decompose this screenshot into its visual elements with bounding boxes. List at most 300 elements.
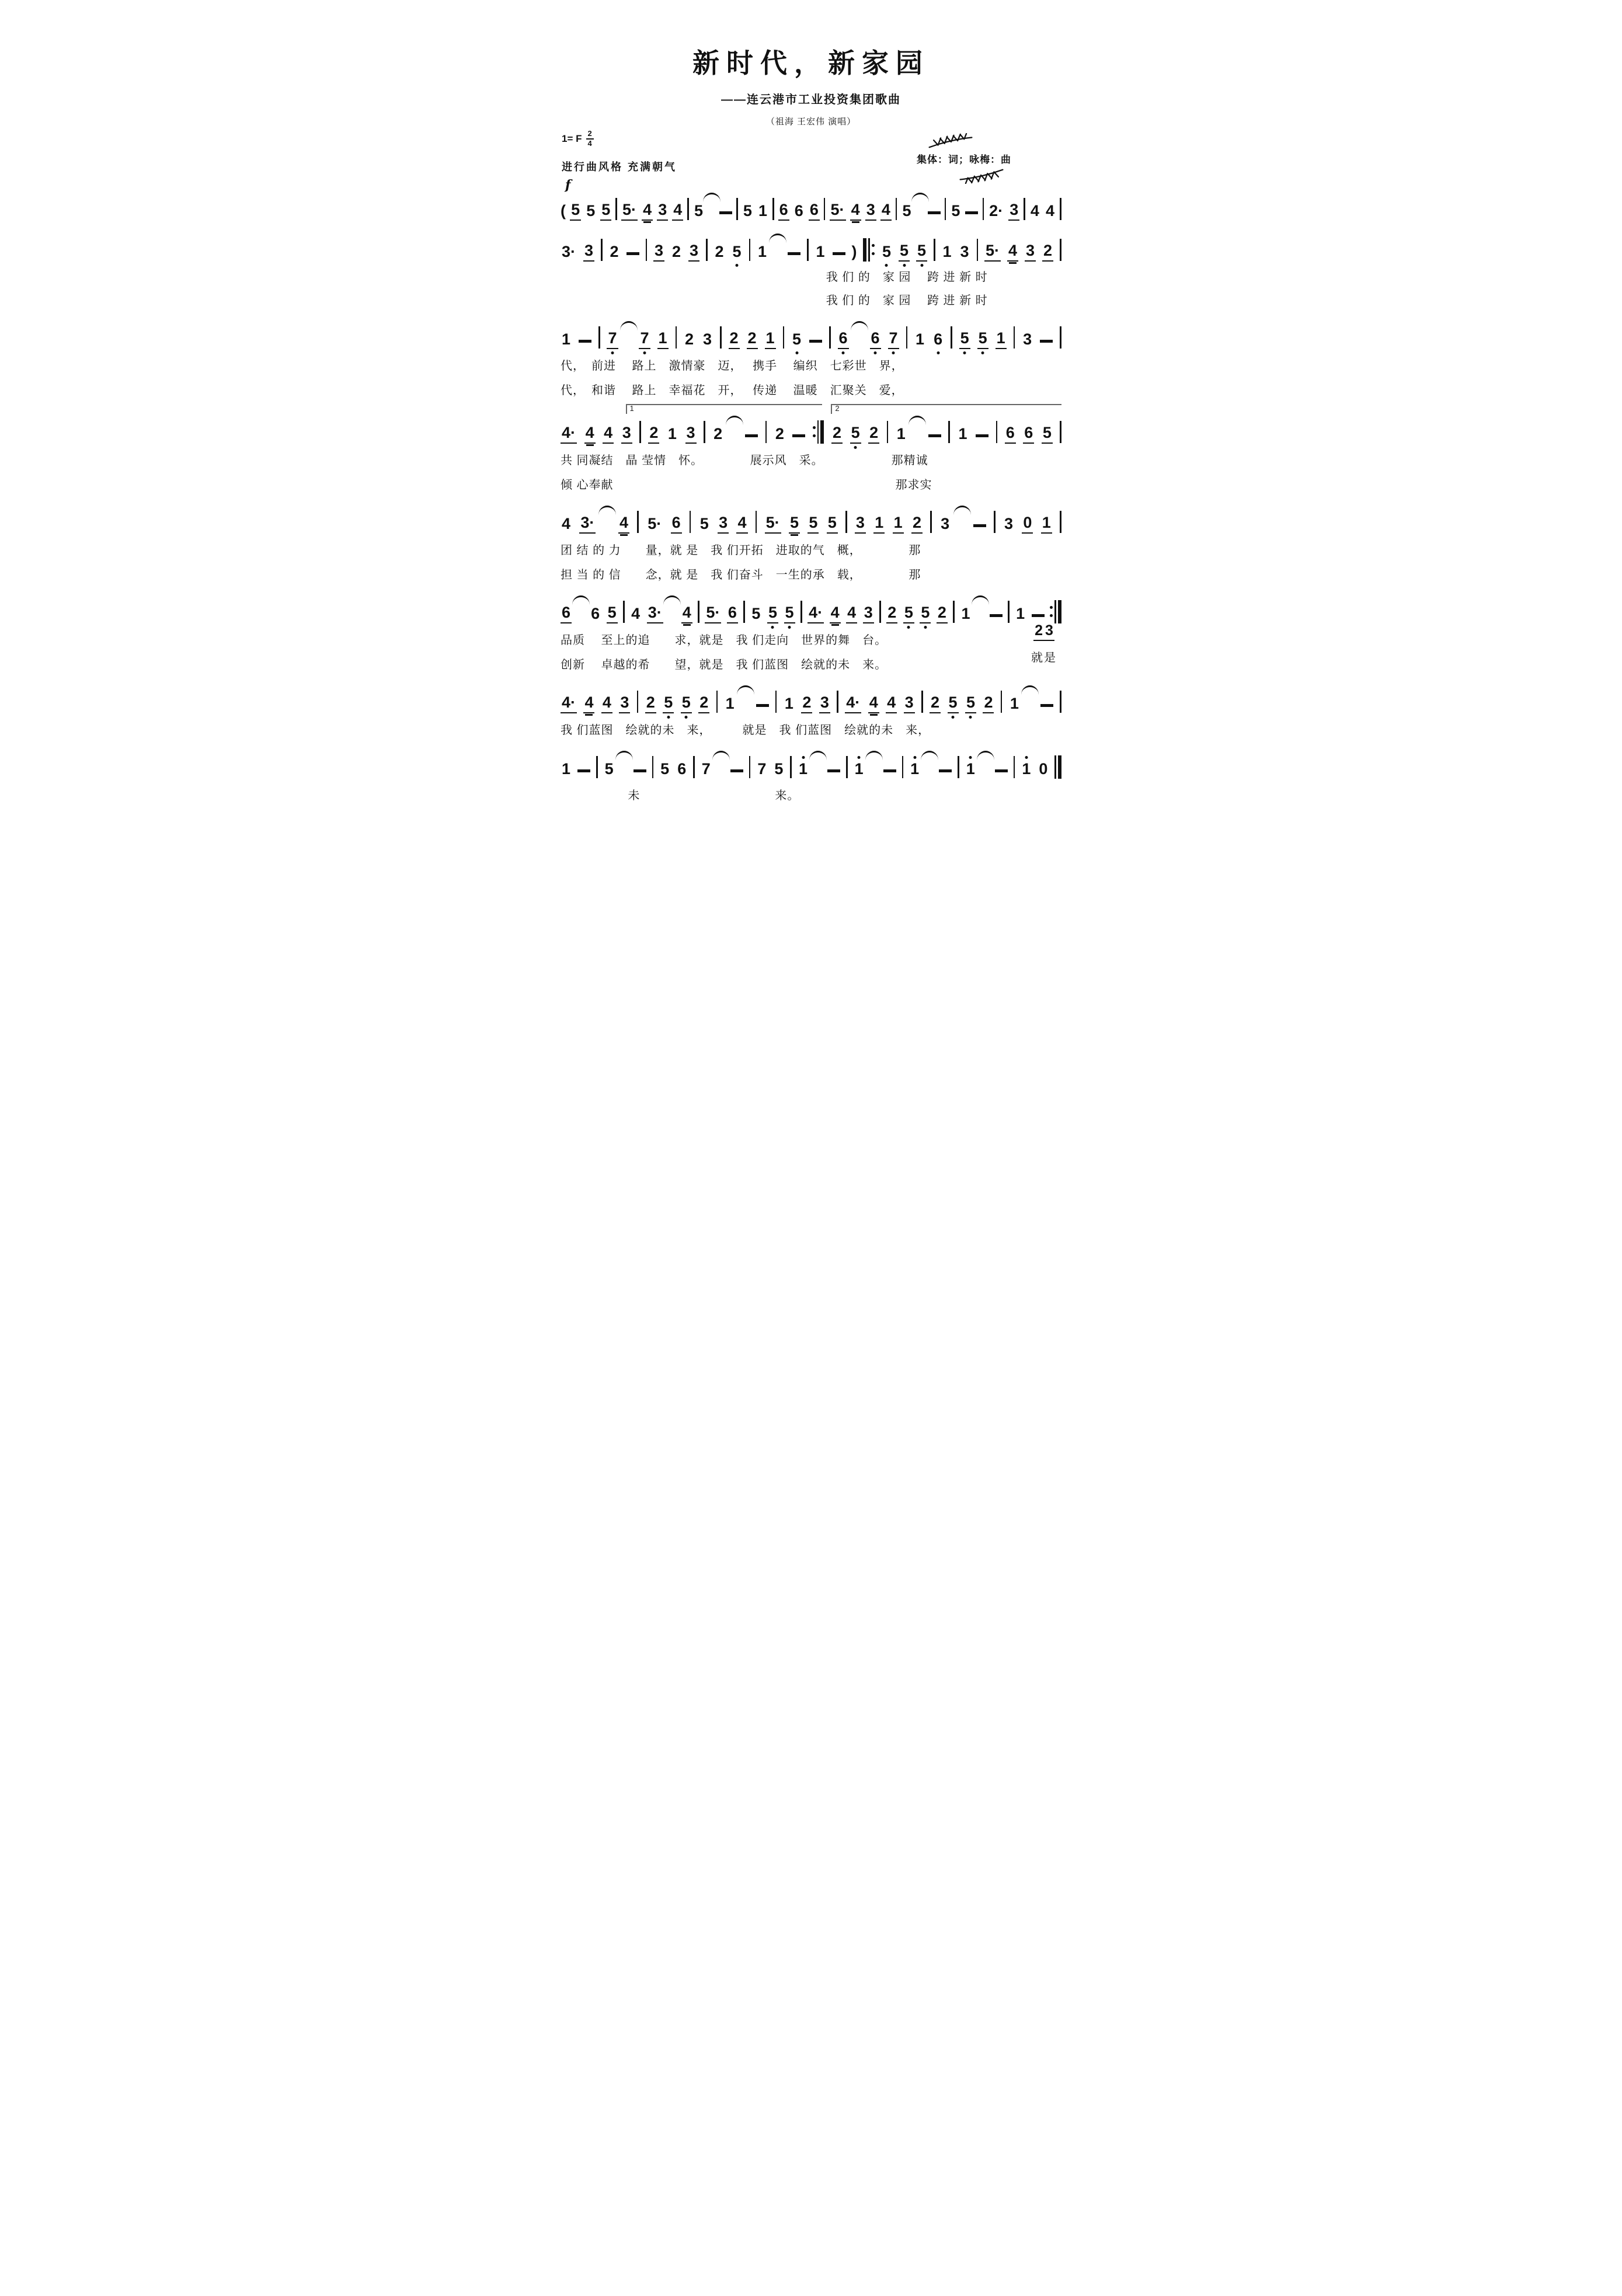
barline: [951, 326, 952, 349]
octave-dot-low: [667, 716, 670, 719]
note: 3: [960, 242, 969, 260]
note: 1: [816, 242, 825, 260]
barline: [837, 691, 838, 713]
note: 6: [1005, 425, 1016, 444]
note: 5: [850, 425, 861, 444]
notes-line: [561, 595, 1061, 623]
note: 5·: [648, 514, 662, 532]
performers-line: （祖海 王宏伟 演唱）: [765, 117, 857, 127]
note: 3: [1008, 202, 1019, 221]
note: 5: [965, 695, 976, 713]
thin-bar: [868, 238, 870, 262]
duration-dash: [973, 524, 986, 527]
slur-tie-arc: [703, 193, 720, 202]
note: 1: [798, 761, 809, 779]
note: 5: [789, 515, 800, 534]
note: 5: [827, 515, 838, 534]
octave-dot-low: [920, 264, 923, 267]
barline: [1060, 326, 1061, 349]
notes-line: [561, 321, 1061, 349]
octave-dot-low: [788, 626, 791, 629]
lyric-line: 我 们 的 家 园 跨 进 新 时: [826, 270, 988, 284]
barline: [716, 691, 718, 713]
note: 5: [660, 759, 670, 778]
note: 4: [672, 202, 683, 221]
octave-dot-high: [969, 756, 972, 759]
note: 1: [1016, 604, 1025, 622]
note: 3: [1025, 243, 1036, 262]
note: 5: [607, 605, 618, 623]
slur-tie-arc: [977, 751, 994, 760]
note: 1: [758, 201, 767, 220]
time-signature: [586, 130, 594, 148]
music-system: [561, 751, 1061, 803]
lyric-line: 创新 卓越的希 望，就是 我 们蓝图 绘就的未 来。: [561, 658, 887, 671]
repeat-end-barline: [1050, 600, 1061, 623]
barline: [790, 756, 792, 778]
octave-dot-low: [892, 351, 895, 354]
lyric-line: 代， 前进 路上 激情豪 迈， 携手 编织 七彩世 界，: [561, 359, 904, 372]
music-system: [561, 234, 1061, 308]
duration-dash: [883, 769, 896, 772]
note: 2: [868, 425, 879, 444]
volta-label: 2: [835, 403, 840, 413]
note: 6: [778, 202, 789, 221]
repeat-dot: [1050, 606, 1053, 609]
duration-dash: [939, 769, 952, 772]
note: 7: [701, 759, 711, 778]
note: 1: [758, 242, 767, 260]
note: 4: [601, 695, 612, 713]
barline: [996, 421, 998, 443]
note: 2: [1033, 623, 1044, 641]
duration-dash: [990, 614, 1003, 617]
barline: [845, 511, 847, 533]
duration-dash: [626, 252, 639, 255]
barline: [749, 239, 751, 261]
note: 5·: [984, 243, 1001, 262]
duration-dash: [965, 211, 978, 214]
note: 2: [775, 424, 784, 443]
note: 3: [619, 695, 630, 713]
note: 5: [600, 202, 611, 221]
thick-bar: [1058, 600, 1061, 623]
note: 5: [767, 605, 778, 623]
note: 6: [809, 202, 820, 221]
note: 1: [942, 242, 952, 260]
slur-tie-arc: [953, 506, 971, 515]
lyric-line: 我 们 的 家 园 跨 进 新 时: [826, 294, 988, 307]
note: 4·: [845, 695, 861, 713]
note: 4: [584, 425, 596, 444]
volta-bracket: [831, 404, 1061, 414]
meta-left: [561, 130, 677, 191]
octave-dot-high: [913, 756, 916, 759]
octave-dot-low: [924, 626, 927, 629]
note: 2: [886, 605, 897, 623]
octave-dot-low: [907, 626, 910, 629]
note: 0: [1022, 515, 1033, 534]
barline: [598, 326, 600, 349]
notes-line: [561, 506, 1061, 534]
note: 0: [1039, 759, 1048, 778]
slur-tie-arc: [620, 321, 638, 330]
slur-tie-arc: [911, 193, 929, 202]
note: 3: [865, 202, 876, 221]
lyric-line: 未 来。: [615, 789, 800, 802]
note: 5: [681, 695, 692, 713]
duration-dash: [719, 211, 732, 214]
duration-dash: [577, 769, 590, 772]
note: 5: [732, 244, 743, 262]
song-subtitle: ——连云港市工业投资集团歌曲: [721, 93, 901, 106]
note: 3·: [562, 242, 576, 260]
volta-label: 1: [629, 403, 634, 413]
sheet-music-page: [541, 0, 1081, 839]
barline: [639, 421, 641, 443]
barline: [698, 601, 699, 623]
note: 1: [909, 761, 920, 779]
music-system: [561, 193, 1061, 221]
barline: [736, 198, 738, 220]
barline: [637, 511, 639, 533]
octave-dot-low: [842, 351, 845, 354]
octave-dot-low: [952, 716, 955, 719]
duration-dash: [1040, 704, 1053, 707]
barline: [902, 756, 904, 778]
note: 6: [677, 759, 687, 778]
octave-dot-high: [802, 756, 805, 759]
notes-line: [561, 193, 1061, 221]
note: 5: [663, 695, 674, 713]
note: 1: [996, 330, 1007, 349]
note: 2: [645, 695, 656, 713]
slur-tie-arc: [865, 751, 883, 760]
octave-dot-high: [1025, 756, 1028, 759]
duration-dash: [634, 769, 646, 772]
note: 1: [657, 330, 669, 349]
note: 4: [850, 202, 861, 221]
barline: [1060, 691, 1061, 713]
octave-dot-low: [981, 351, 984, 354]
note: 5: [791, 332, 802, 349]
duration-dash: [788, 252, 800, 255]
lyric-line: 代， 和谐 路上 幸福花 开， 传递 温暖 汇聚关 爱，: [561, 384, 904, 397]
note: 5: [902, 201, 911, 220]
note: 5: [604, 759, 614, 778]
note: 2: [937, 605, 948, 623]
note: 2: [713, 424, 723, 443]
note: 1: [958, 424, 967, 443]
duration-dash: [1040, 340, 1053, 343]
thin-bar: [1054, 755, 1056, 779]
slur-tie-arc: [712, 751, 730, 760]
note: 6: [727, 605, 738, 623]
thick-bar: [863, 238, 866, 262]
branch-ornament-icon: [957, 168, 1006, 184]
note: 7: [607, 330, 618, 349]
note: 5·: [705, 605, 721, 623]
barline: [879, 601, 881, 623]
dynamic-mark: f: [565, 177, 571, 193]
credits-block: [917, 133, 1011, 191]
barline: [690, 511, 691, 533]
note: 5·: [830, 202, 846, 221]
duration-dash: [833, 252, 845, 255]
barline: [958, 756, 959, 778]
repeat-dots: [872, 244, 875, 255]
note: 3·: [647, 605, 663, 623]
octave-dot-low: [969, 716, 972, 719]
final-barline: [1054, 755, 1061, 779]
note: 7: [888, 330, 899, 349]
music-system: [561, 595, 1061, 673]
meter-numerator: 2: [586, 130, 594, 140]
lyricist-composer-credits: 集体：词；咏梅：曲: [917, 154, 1011, 165]
repeat-end-barline: [813, 420, 824, 444]
note: 2: [685, 330, 694, 348]
note: 4: [631, 604, 641, 622]
note: 4: [1007, 243, 1018, 262]
note: 3: [621, 425, 632, 444]
slur-tie-arc: [726, 416, 743, 425]
parenthesis: (: [561, 201, 566, 220]
repeat-dot: [813, 434, 816, 437]
note: 1: [1021, 761, 1032, 779]
octave-dot-low: [611, 351, 614, 354]
barline: [983, 198, 984, 220]
octave-dot-low: [736, 264, 739, 267]
notes-line: [561, 685, 1061, 713]
barline: [1060, 239, 1061, 261]
music-system: [561, 321, 1061, 398]
note: 4: [681, 605, 692, 623]
barline: [994, 511, 996, 533]
note: 1: [725, 694, 735, 712]
note: 2: [801, 695, 812, 713]
tempo-style-text: 进行曲风格 充满朝气: [562, 161, 677, 173]
barline: [930, 511, 932, 533]
barline: [1014, 756, 1015, 778]
barline: [1060, 198, 1061, 220]
note: 3: [1004, 514, 1014, 532]
slur-tie-arc: [921, 751, 938, 760]
slur-tie-arc: [972, 595, 989, 605]
note: 5: [807, 515, 819, 534]
note: 1: [854, 761, 865, 779]
duration-dash: [928, 434, 941, 437]
note: 5: [977, 330, 988, 349]
note: 3: [1023, 330, 1032, 348]
note: 3: [718, 515, 729, 534]
note: 4: [1046, 201, 1055, 220]
barline: [1014, 326, 1015, 349]
octave-dot-low: [903, 264, 906, 267]
note: 1: [562, 330, 571, 348]
note: 1: [1010, 694, 1019, 712]
octave-dot-low: [795, 351, 798, 354]
note: 2: [1042, 243, 1053, 262]
note: 6: [671, 515, 682, 534]
barline: [772, 198, 774, 220]
barline: [1024, 198, 1025, 220]
note: 4: [830, 605, 841, 623]
note: 3: [703, 330, 712, 348]
key-signature: [562, 130, 677, 148]
note: 6: [591, 604, 600, 622]
note: 3: [583, 243, 594, 262]
note: 4: [880, 202, 892, 221]
note: 1: [893, 515, 904, 534]
barline: [756, 511, 757, 533]
slur-tie-arc: [598, 506, 616, 515]
note: 5: [903, 605, 914, 623]
barline: [1060, 421, 1061, 443]
barline: [601, 239, 603, 261]
note: 1: [961, 604, 970, 622]
song-title: 新时代，新家园: [692, 48, 930, 78]
note: 5: [774, 759, 784, 778]
note: 4: [603, 425, 614, 444]
barline: [765, 421, 767, 443]
lyric-line: 担 当 的 信 念，就 是 我 们奋斗 一生的承 载， 那: [561, 568, 921, 581]
note: 2·: [989, 201, 1004, 220]
duration-dash: [756, 704, 769, 707]
note: 2: [747, 330, 758, 349]
note: 4: [736, 515, 747, 534]
barline: [693, 756, 695, 778]
note: 1: [562, 759, 571, 778]
octave-dot-low: [854, 446, 857, 449]
octave-dot-low: [874, 351, 877, 354]
note: 5·: [621, 202, 638, 221]
note: 7: [639, 330, 650, 349]
note: 4·: [561, 695, 577, 713]
barline: [637, 691, 639, 713]
barline: [1008, 601, 1010, 623]
lyric-line: 团 结 的 力 量，就 是 我 们开拓 进取的气 概， 那: [561, 543, 921, 557]
duration-dash: [579, 340, 591, 343]
note: 4·: [561, 425, 577, 444]
pickup-lyric: 就是: [1031, 651, 1057, 664]
octave-dot-low: [771, 626, 774, 629]
barline: [945, 198, 946, 220]
note: 5: [1042, 425, 1053, 444]
note: 4: [583, 695, 594, 713]
note: 5: [899, 243, 910, 262]
pickup-notes-block: [1031, 623, 1057, 665]
barline: [749, 756, 751, 778]
octave-dot-high: [858, 756, 861, 759]
note: 4: [562, 514, 571, 532]
repeat-dot: [813, 426, 816, 429]
note: 4: [618, 515, 629, 534]
note: 1: [873, 515, 885, 534]
note: 3·: [579, 515, 596, 534]
slur-tie-arc: [663, 595, 681, 605]
note: 5: [916, 243, 927, 262]
duration-dash: [745, 434, 758, 437]
note: 3: [904, 695, 915, 713]
note: 6: [838, 330, 849, 349]
note: 6: [794, 201, 803, 220]
note: 4·: [807, 605, 824, 623]
barline: [615, 198, 617, 220]
note: 4: [642, 202, 653, 221]
barline: [720, 326, 722, 349]
note: 4: [1030, 201, 1039, 220]
repeat-begin-barline: [863, 238, 875, 262]
slur-tie-arc: [909, 416, 926, 425]
barline: [921, 691, 923, 713]
repeat-dot: [1050, 614, 1053, 617]
note: 5: [959, 330, 970, 349]
barline: [934, 239, 935, 261]
thick-bar: [1058, 755, 1061, 779]
note: 2: [610, 242, 619, 260]
note: 3: [688, 243, 699, 262]
note: 5·: [765, 515, 781, 534]
note: 5: [948, 695, 959, 713]
slur-tie-arc: [809, 751, 827, 760]
octave-dot-low: [643, 351, 646, 354]
meter-denominator: 4: [587, 138, 592, 148]
barline: [687, 198, 689, 220]
barline: [906, 326, 908, 349]
note: 5: [751, 604, 761, 622]
duration-dash: [827, 769, 840, 772]
slur-tie-arc: [1021, 685, 1039, 695]
note: 4: [868, 695, 879, 713]
note: 6: [870, 330, 881, 349]
barline: [1001, 691, 1003, 713]
note: 1: [916, 330, 925, 348]
duration-dash: [928, 211, 941, 214]
note: 2: [648, 425, 659, 444]
barline: [824, 198, 826, 220]
duration-dash: [730, 769, 743, 772]
thick-bar: [820, 420, 824, 444]
barline: [948, 421, 950, 443]
notes-line: [561, 234, 1061, 262]
note: 5: [920, 605, 931, 623]
note: 5: [951, 201, 960, 220]
barline: [743, 601, 745, 623]
note: 5: [881, 244, 892, 262]
note: 1: [1041, 515, 1052, 534]
note: 1: [965, 761, 976, 779]
tonic-label: 1= F: [562, 133, 582, 144]
note: 7: [757, 759, 767, 778]
barline: [887, 421, 889, 443]
note: 2: [672, 242, 681, 260]
note: 2: [831, 425, 843, 444]
barline: [783, 326, 785, 349]
octave-dot-low: [885, 264, 888, 267]
barline: [652, 756, 654, 778]
note: 5: [784, 605, 795, 623]
note: 1: [765, 330, 776, 349]
note: 3: [657, 202, 668, 221]
note: 4: [886, 695, 897, 713]
note: 3: [863, 605, 874, 623]
duration-dash: [792, 434, 805, 437]
parenthesis: ): [851, 242, 857, 260]
note: 6: [932, 332, 944, 349]
lyric-line: 品质 至上的追 求，就是 我 们走向 世界的舞 台。: [561, 633, 887, 647]
barline: [953, 601, 955, 623]
lyric-line: 共 同凝结 晶 莹情 怀。 展示风 采。 那精诚: [561, 454, 928, 467]
